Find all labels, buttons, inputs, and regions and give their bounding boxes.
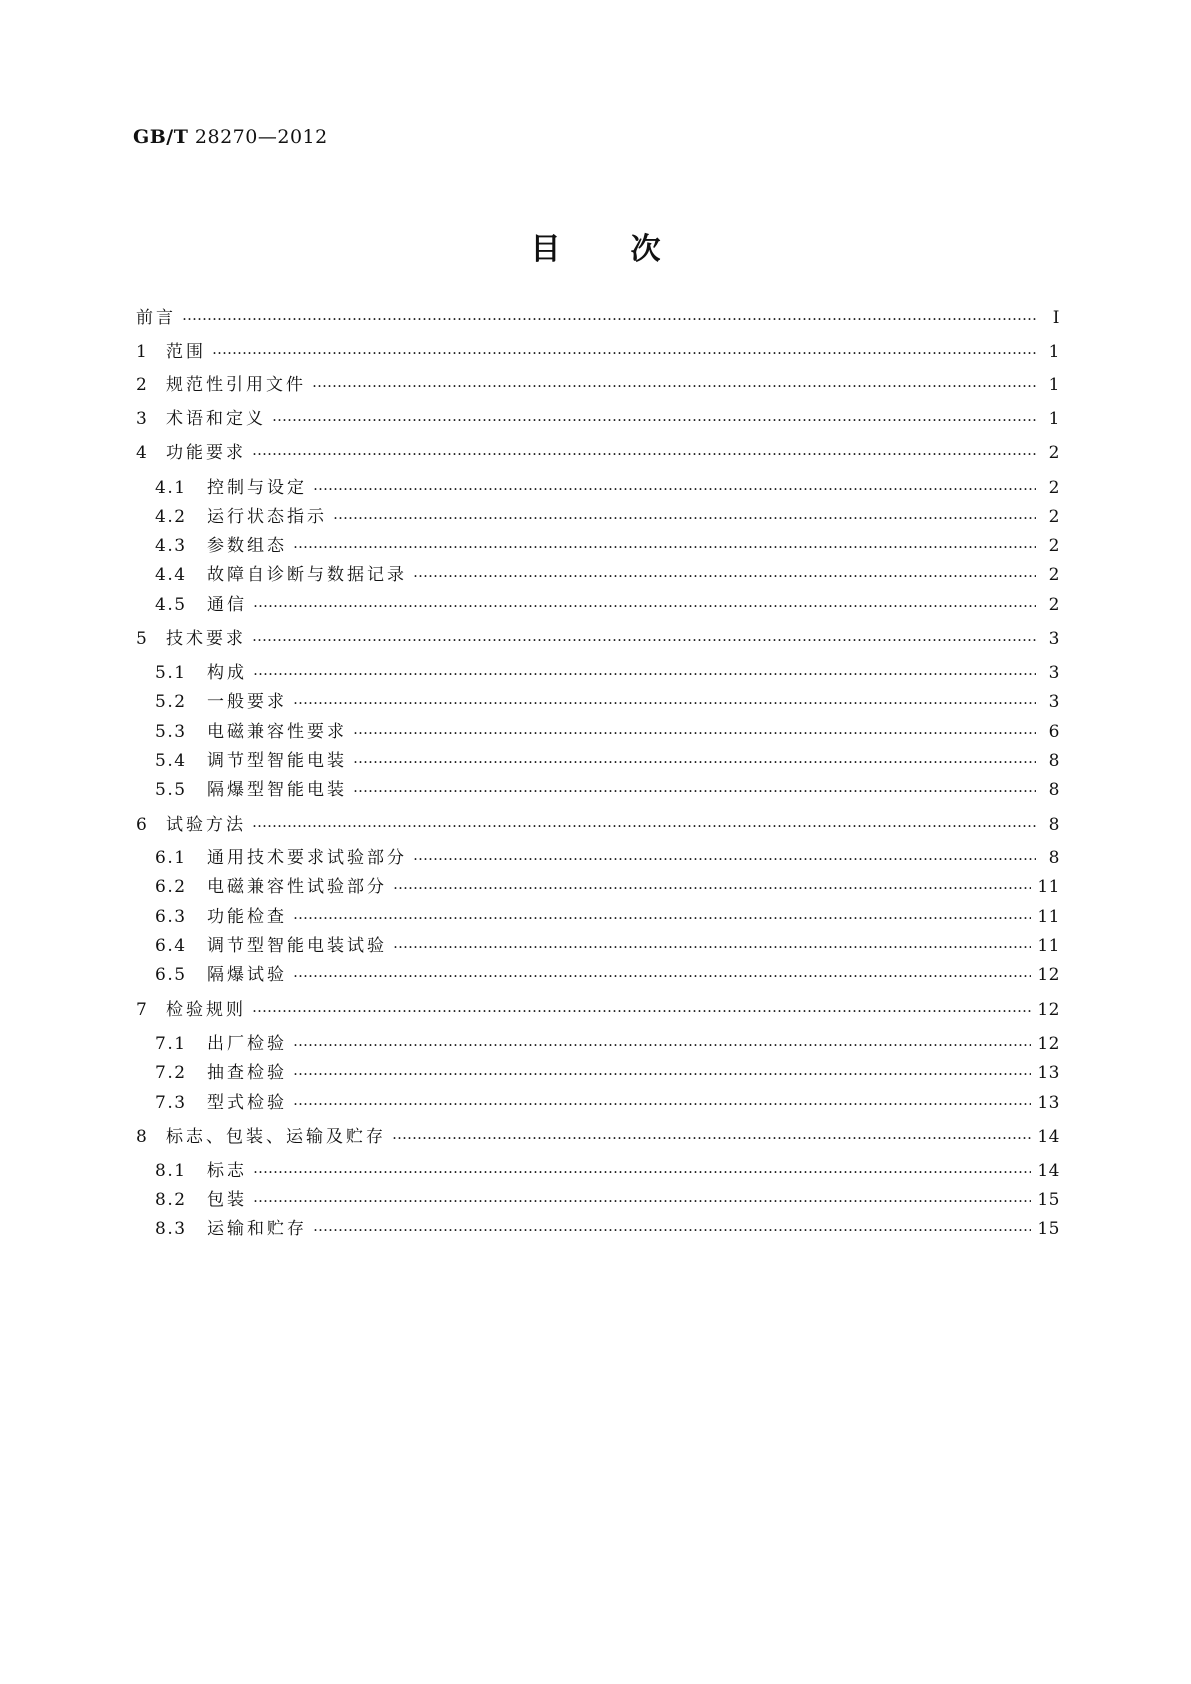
toc-entry-page: 13 xyxy=(1037,1063,1060,1083)
toc-entry-number: 7 xyxy=(136,1000,148,1020)
toc-entry-label: 控制与设定 xyxy=(207,478,307,498)
dot-leader xyxy=(353,749,1036,773)
toc-entry-number: 5 xyxy=(136,629,148,649)
toc-entry-label: 包装 xyxy=(207,1190,247,1210)
toc-entry-number: 5.4 xyxy=(155,751,187,771)
toc-entry-page: 11 xyxy=(1037,936,1060,956)
toc-entry xyxy=(155,690,1060,714)
toc-entry-page: 2 xyxy=(1048,595,1060,615)
toc-entry xyxy=(155,593,1060,617)
toc-entry xyxy=(155,661,1060,685)
dot-leader xyxy=(313,476,1036,500)
toc-entry xyxy=(155,778,1060,802)
dot-leader xyxy=(293,1032,1031,1056)
dot-leader xyxy=(252,998,1031,1022)
toc-entry-page: 12 xyxy=(1037,1000,1060,1020)
toc-entry-number: 8.3 xyxy=(155,1219,187,1239)
dot-leader xyxy=(253,1159,1031,1183)
toc-entry-label: 出厂检验 xyxy=(207,1034,287,1054)
toc-entry-label: 功能要求 xyxy=(166,443,246,463)
toc-entry xyxy=(136,340,1060,364)
toc-entry xyxy=(155,875,1060,899)
toc-entry-number: 8.1 xyxy=(155,1161,187,1181)
toc-entry-label: 规范性引用文件 xyxy=(166,375,306,395)
toc-entry xyxy=(155,720,1060,744)
toc-entry-page: 1 xyxy=(1048,375,1060,395)
dot-leader xyxy=(252,441,1036,465)
toc-entry-page: 1 xyxy=(1048,409,1060,429)
toc-entry-page: 2 xyxy=(1048,478,1060,498)
toc-entry-label: 通用技术要求试验部分 xyxy=(207,848,407,868)
title-char-1: 目 xyxy=(530,232,561,267)
toc-entry-label: 运行状态指示 xyxy=(207,507,327,527)
toc-entry xyxy=(136,998,1060,1022)
toc-entry-label: 参数组态 xyxy=(207,536,287,556)
dot-leader xyxy=(353,778,1036,802)
toc-entry-page: 2 xyxy=(1048,443,1060,463)
toc-entry-label: 标志、包装、运输及贮存 xyxy=(166,1127,386,1147)
toc-entry-label: 标志 xyxy=(207,1161,247,1181)
toc-entry-label: 术语和定义 xyxy=(166,409,266,429)
toc-entry-number: 8.2 xyxy=(155,1190,187,1210)
toc-entry-number: 6.3 xyxy=(155,907,187,927)
dot-leader xyxy=(333,505,1036,529)
toc-entry xyxy=(136,813,1060,837)
dot-leader xyxy=(393,934,1031,958)
toc-entry xyxy=(155,749,1060,773)
toc-entry-page: 14 xyxy=(1037,1127,1060,1147)
dot-leader xyxy=(272,407,1036,431)
toc-entry-page: 12 xyxy=(1037,965,1060,985)
toc-entry xyxy=(155,1091,1060,1115)
toc-entry-number: 4.5 xyxy=(155,595,187,615)
toc-entry-label: 隔爆试验 xyxy=(207,965,287,985)
toc-entry-label: 通信 xyxy=(207,595,247,615)
dot-leader xyxy=(253,1188,1031,1212)
toc-entry-number: 7.2 xyxy=(155,1063,187,1083)
dot-leader xyxy=(293,905,1031,929)
toc-entry-number: 5.1 xyxy=(155,663,187,683)
dot-leader xyxy=(413,563,1036,587)
dot-leader xyxy=(293,963,1031,987)
toc-entry-label: 型式检验 xyxy=(207,1093,287,1113)
toc-entry-page: 11 xyxy=(1037,907,1060,927)
toc-entry xyxy=(136,441,1060,465)
toc-entry-page: 15 xyxy=(1037,1219,1060,1239)
toc-entry-page: 15 xyxy=(1037,1190,1060,1210)
toc-entry-page: 3 xyxy=(1048,629,1060,649)
toc-entry-page: 2 xyxy=(1048,565,1060,585)
toc-entry-page: 12 xyxy=(1037,1034,1060,1054)
toc-entry-number: 4.3 xyxy=(155,536,187,556)
toc-entry-page: 3 xyxy=(1048,663,1060,683)
dot-leader xyxy=(253,593,1036,617)
toc-entry-label: 运输和贮存 xyxy=(207,1219,307,1239)
toc-entry-label: 调节型智能电装 xyxy=(207,751,347,771)
dot-leader xyxy=(312,373,1036,397)
standard-number: 28270—2012 xyxy=(194,126,328,148)
toc-entry-page: 3 xyxy=(1048,692,1060,712)
toc-entry-label: 故障自诊断与数据记录 xyxy=(207,565,407,585)
dot-leader xyxy=(413,846,1036,870)
toc-entry-number: 6 xyxy=(136,815,148,835)
toc-entry-label: 技术要求 xyxy=(166,629,246,649)
standard-prefix: GB/T xyxy=(133,126,189,148)
toc-entry xyxy=(155,563,1060,587)
toc-entry-number: 4.2 xyxy=(155,507,187,527)
toc-entry-page: 2 xyxy=(1048,507,1060,527)
dot-leader xyxy=(252,627,1036,651)
toc-entry-label: 试验方法 xyxy=(166,815,246,835)
toc-entry-page: Ⅰ xyxy=(1052,308,1060,328)
toc-entry-page: 8 xyxy=(1048,815,1060,835)
toc-entry xyxy=(155,905,1060,929)
toc-entry-number: 5.2 xyxy=(155,692,187,712)
toc-entry xyxy=(136,1125,1060,1149)
toc-entry xyxy=(136,627,1060,651)
toc-entry xyxy=(155,505,1060,529)
dot-leader xyxy=(353,720,1036,744)
dot-leader xyxy=(293,1061,1031,1085)
dot-leader xyxy=(293,534,1036,558)
dot-leader xyxy=(212,340,1036,364)
toc-entry-page: 1 xyxy=(1048,342,1060,362)
toc-entry-label: 电磁兼容性要求 xyxy=(207,722,347,742)
toc-entry xyxy=(155,534,1060,558)
dot-leader xyxy=(252,813,1036,837)
toc-entry-number: 4 xyxy=(136,443,148,463)
title-char-2: 次 xyxy=(630,232,661,267)
toc-entry-page: 8 xyxy=(1048,780,1060,800)
dot-leader xyxy=(313,1217,1031,1241)
toc-entry xyxy=(155,1188,1060,1212)
toc-entry-label: 抽查检验 xyxy=(207,1063,287,1083)
toc-entry xyxy=(136,407,1060,431)
toc-entry-label: 功能检查 xyxy=(207,907,287,927)
toc-entry-page: 14 xyxy=(1037,1161,1060,1181)
toc-entry-number: 5.3 xyxy=(155,722,187,742)
toc-entry-label: 构成 xyxy=(207,663,247,683)
toc-entry-number: 5.5 xyxy=(155,780,187,800)
toc-entry-number: 6.4 xyxy=(155,936,187,956)
toc-entry-label: 检验规则 xyxy=(166,1000,246,1020)
toc-entry-number: 6.1 xyxy=(155,848,187,868)
toc-entry-label: 前言 xyxy=(136,308,176,328)
toc-entry-label: 范围 xyxy=(166,342,206,362)
dot-leader xyxy=(293,690,1036,714)
toc-entry-number: 2 xyxy=(136,375,148,395)
toc-entry xyxy=(155,476,1060,500)
toc-entry-label: 一般要求 xyxy=(207,692,287,712)
toc-entry-number: 7.1 xyxy=(155,1034,187,1054)
toc-entry-number: 4.1 xyxy=(155,478,187,498)
toc-entry-number: 6.5 xyxy=(155,965,187,985)
toc-entry xyxy=(155,963,1060,987)
toc-entry xyxy=(155,846,1060,870)
toc-entry-number: 4.4 xyxy=(155,565,187,585)
dot-leader xyxy=(182,306,1036,330)
dot-leader xyxy=(392,1125,1031,1149)
dot-leader xyxy=(393,875,1031,899)
toc-entry-label: 隔爆型智能电装 xyxy=(207,780,347,800)
toc-entry-number: 3 xyxy=(136,409,148,429)
toc-entry-page: 8 xyxy=(1048,848,1060,868)
toc-entry-page: 11 xyxy=(1037,877,1060,897)
dot-leader xyxy=(293,1091,1031,1115)
toc-entry xyxy=(155,934,1060,958)
toc-entry xyxy=(155,1217,1060,1241)
toc-entry xyxy=(155,1032,1060,1056)
toc-entry xyxy=(136,306,1060,330)
toc-entry xyxy=(155,1159,1060,1183)
toc-entry-page: 2 xyxy=(1048,536,1060,556)
toc-entry-label: 电磁兼容性试验部分 xyxy=(207,877,387,897)
toc-entry-number: 6.2 xyxy=(155,877,187,897)
dot-leader xyxy=(253,661,1036,685)
toc-entry-page: 6 xyxy=(1048,722,1060,742)
toc-entry-number: 1 xyxy=(136,342,148,362)
toc-entry-page: 13 xyxy=(1037,1093,1060,1113)
toc-entry-number: 8 xyxy=(136,1127,148,1147)
toc-entry xyxy=(136,373,1060,397)
toc-entry-page: 8 xyxy=(1048,751,1060,771)
toc-entry xyxy=(155,1061,1060,1085)
toc-entry-label: 调节型智能电装试验 xyxy=(207,936,387,956)
toc-entry-number: 7.3 xyxy=(155,1093,187,1113)
